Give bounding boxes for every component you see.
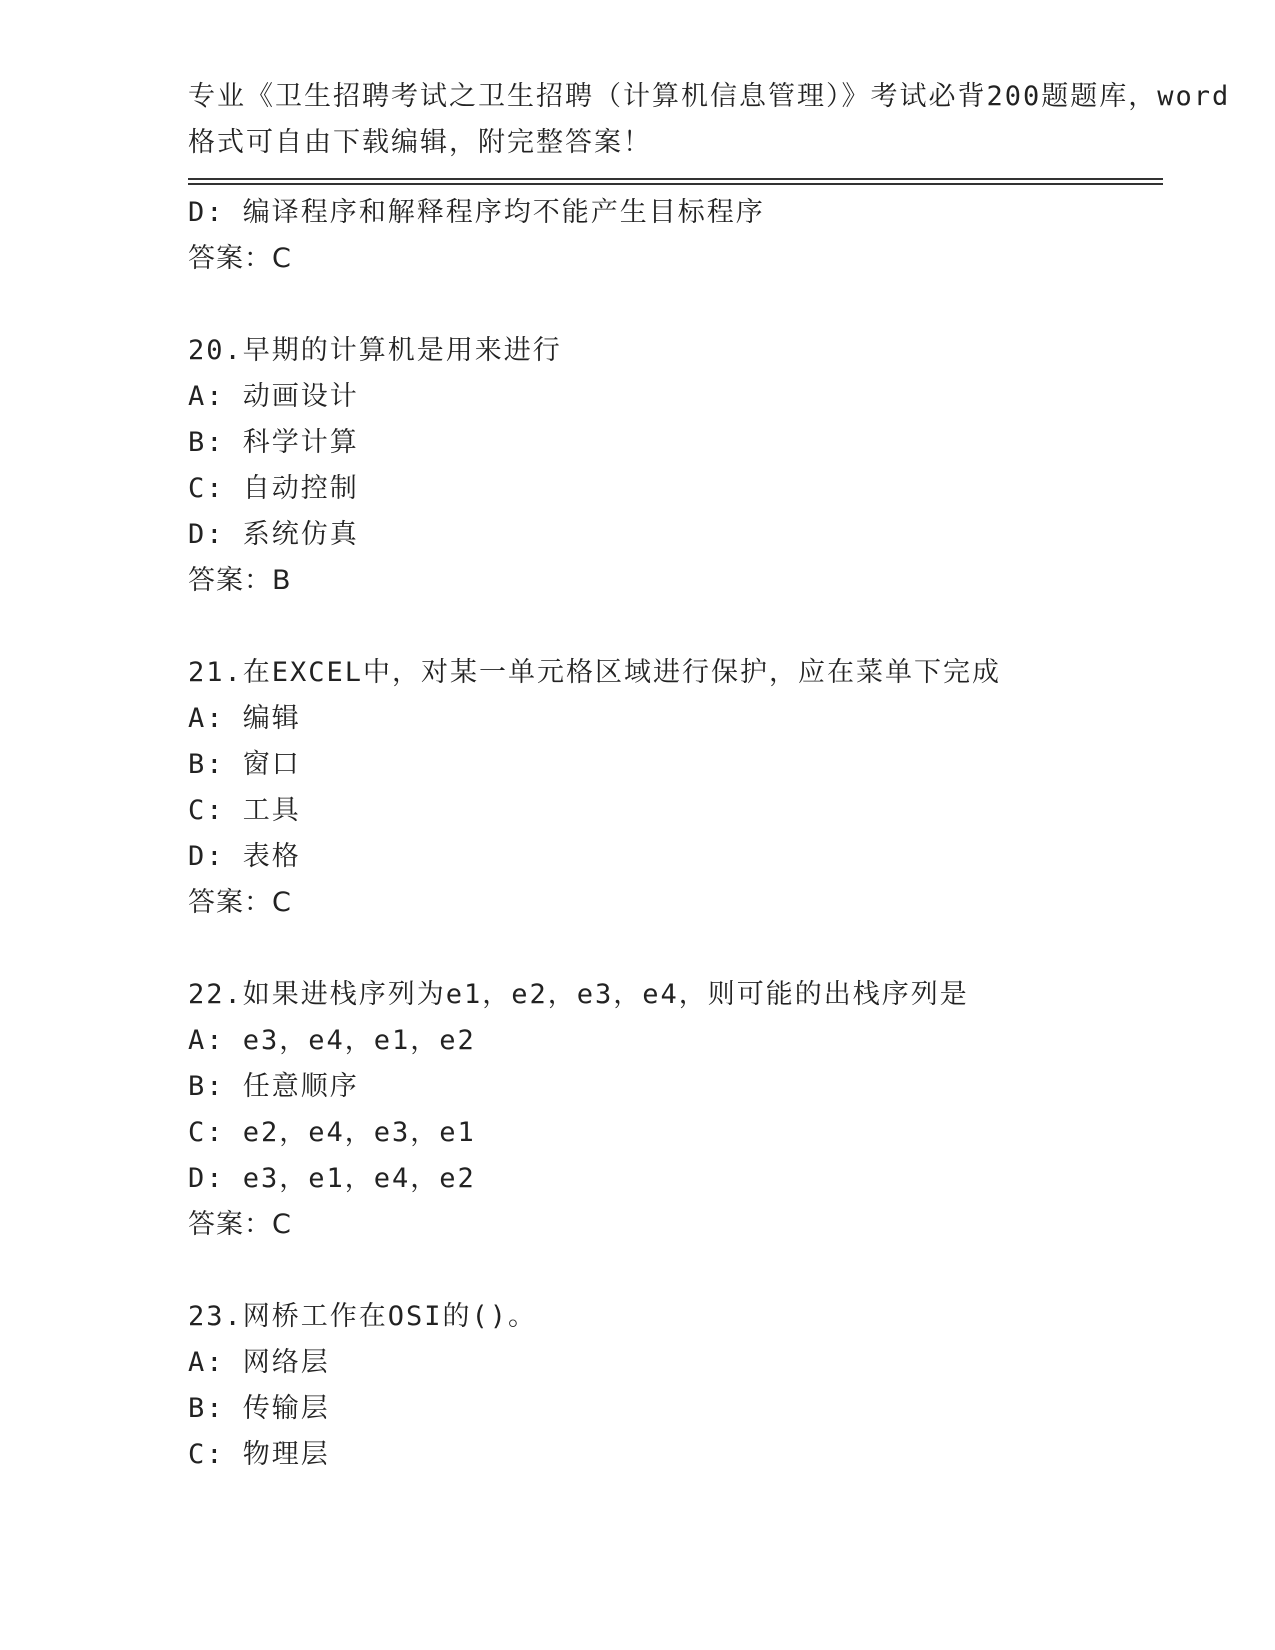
header-title-line-2: 格式可自由下载编辑，附完整答案！ [188, 127, 652, 158]
header-title-line-1: 专业《卫生招聘考试之卫生招聘（计算机信息管理）》考试必背200题题库，word [188, 81, 1231, 112]
option-c: C: 自动控制 [188, 473, 359, 504]
question-23 [188, 1294, 1148, 1478]
option-a: A: 编辑 [188, 703, 301, 734]
answer-line: 答案：C [188, 243, 292, 274]
option-a: A: 网络层 [188, 1347, 330, 1378]
option-b: B: 传输层 [188, 1393, 330, 1424]
question-21 [188, 650, 1148, 926]
header-divider-bottom [188, 183, 1163, 185]
question-22 [188, 972, 1148, 1248]
question-list [188, 190, 1148, 1524]
header-divider-top [188, 178, 1163, 180]
option-c: C: 物理层 [188, 1439, 330, 1470]
option-a: A: 动画设计 [188, 381, 359, 412]
question-stem: 21.在EXCEL中，对某一单元格区域进行保护，应在菜单下完成 [188, 657, 1002, 688]
question-stem: 20.早期的计算机是用来进行 [188, 335, 562, 366]
option-d: D: e3，e1，e4，e2 [188, 1163, 476, 1194]
document-header [188, 74, 1231, 166]
question-stem: 23.网桥工作在OSI的()。 [188, 1301, 538, 1332]
option-a: A: e3，e4，e1，e2 [188, 1025, 476, 1056]
option-b: B: 科学计算 [188, 427, 359, 458]
option-c: C: 工具 [188, 795, 301, 826]
answer-line: 答案：C [188, 1209, 292, 1240]
option-d: D: 表格 [188, 841, 301, 872]
option-d: D: 编译程序和解释程序均不能产生目标程序 [188, 197, 765, 228]
option-b: B: 窗口 [188, 749, 301, 780]
option-c: C: e2，e4，e3，e1 [188, 1117, 476, 1148]
question-20 [188, 328, 1148, 604]
option-b: B: 任意顺序 [188, 1071, 359, 1102]
question-stem: 22.如果进栈序列为e1，e2，e3，e4，则可能的出栈序列是 [188, 979, 969, 1010]
option-d: D: 系统仿真 [188, 519, 359, 550]
answer-line: 答案：C [188, 887, 292, 918]
carryover-question [188, 190, 1148, 282]
answer-line: 答案：B [188, 565, 292, 596]
